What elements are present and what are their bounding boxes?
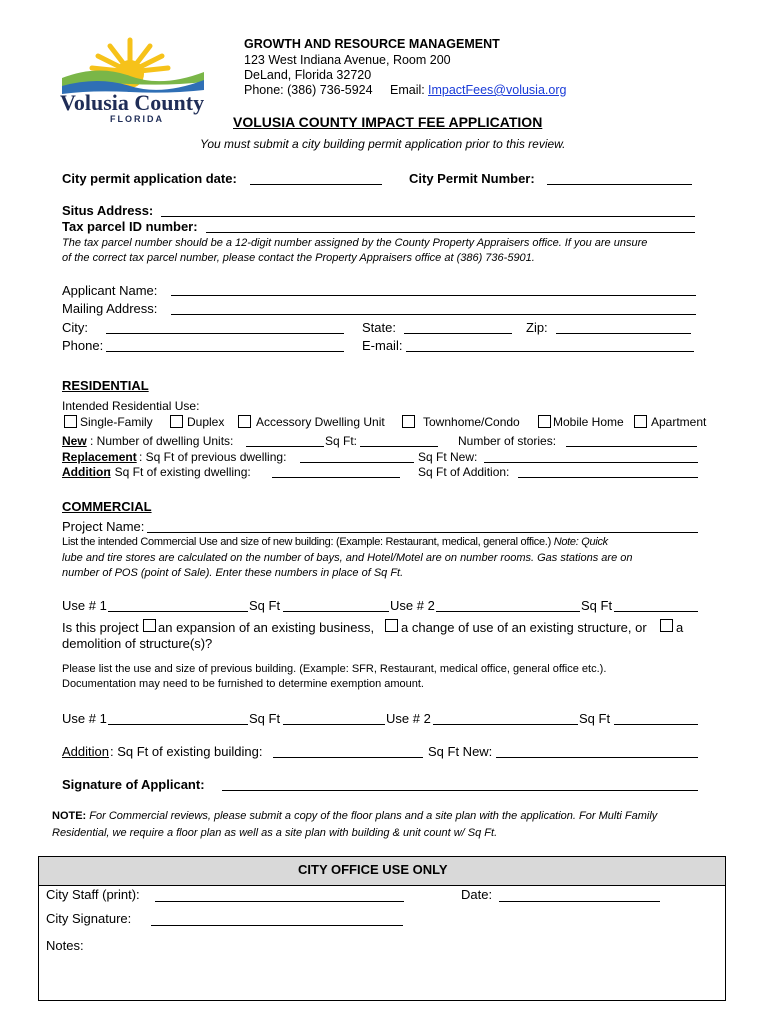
zip-field[interactable] — [556, 333, 691, 334]
commercial-note-3: number of POS (point of Sale). Enter these numbers in place of Sq Ft. — [62, 567, 404, 579]
email-link[interactable]: ImpactFees@volusia.org — [428, 83, 567, 97]
zip-label: Zip: — [526, 320, 548, 335]
city-office-box — [38, 856, 726, 1001]
use1-label: Use # 1 — [62, 598, 107, 613]
mobile-home-checkbox[interactable] — [538, 415, 551, 428]
tax-note-1: The tax parcel number should be a 12-digit number assigned by the County Property Appraisers office. If you are unsure — [62, 237, 648, 249]
applicant-signature-field[interactable] — [222, 790, 698, 791]
city-field[interactable] — [106, 333, 344, 334]
applicant-name-field[interactable] — [171, 295, 696, 296]
page-subtitle: You must submit a city building permit application prior to this review. — [200, 137, 566, 151]
email-label: Email: — [390, 83, 425, 97]
permit-date-field[interactable] — [250, 184, 382, 185]
addition-sqft-label: Sq Ft of Addition: — [418, 465, 510, 479]
replacement-previous-field[interactable] — [300, 462, 414, 463]
notes-label: Notes: — [46, 938, 84, 953]
townhome-checkbox[interactable] — [402, 415, 415, 428]
com-sqft-new-field[interactable] — [496, 757, 698, 758]
use1-sqft-label: Sq Ft — [249, 598, 281, 613]
state-field[interactable] — [404, 333, 512, 334]
demolition-a-label: a — [676, 620, 684, 635]
expansion-checkbox[interactable] — [143, 619, 156, 632]
com-sqft-new-label: Sq Ft New: — [428, 744, 493, 759]
tax-parcel-label: Tax parcel ID number: — [62, 219, 198, 234]
commercial-heading: COMMERCIAL — [62, 499, 152, 514]
commercial-note-tail: Quick — [578, 536, 608, 548]
city-staff-field[interactable] — [155, 901, 404, 902]
use2-field[interactable] — [436, 611, 580, 612]
permit-number-label: City Permit Number: — [409, 171, 535, 186]
previous-building-1: Please list the use and size of previous building. (Example: SFR, Restaurant, medical office, general office etc.). — [62, 663, 607, 675]
mailing-field[interactable] — [171, 314, 696, 315]
prev-use1-label: Use # 1 — [62, 711, 107, 726]
stories-label: Number of stories: — [458, 434, 557, 448]
dept-name: GROWTH AND RESOURCE MANAGEMENT — [244, 37, 500, 51]
stories-field[interactable] — [566, 446, 697, 447]
new-sqft-field[interactable] — [360, 446, 438, 447]
previous-building-2: Documentation may need to be furnished to determine exemption amount. — [62, 678, 424, 690]
tax-note-2: of the correct tax parcel number, please contact the Property Appraisers office at (386) 736-5901. — [62, 252, 535, 264]
logo-name: Volusia County — [60, 90, 205, 115]
address-line-2: DeLand, Florida 32720 — [244, 68, 372, 82]
prev-use2-field[interactable] — [433, 724, 578, 725]
address-line-1: 123 West Indiana Avenue, Room 200 — [244, 53, 451, 67]
prev-use2-label: Use # 2 — [386, 711, 431, 726]
change-use-checkbox[interactable] — [385, 619, 398, 632]
phone-label: Phone: — [62, 338, 104, 353]
mobile-home-label: Mobile Home — [553, 415, 624, 429]
final-note-label: NOTE: — [52, 810, 87, 822]
use1-field[interactable] — [108, 611, 248, 612]
permit-date-label: City permit application date: — [62, 171, 237, 186]
new-label: New — [62, 434, 87, 448]
adu-label: Accessory Dwelling Unit — [256, 415, 385, 429]
duplex-checkbox[interactable] — [170, 415, 183, 428]
use2-label: Use # 2 — [390, 598, 435, 613]
final-note-2: Residential, we require a floor plan as well as a site plan with building & unit count w/ Sq Ft. — [52, 827, 498, 839]
replacement-label: Replacement — [62, 450, 137, 464]
intended-use-label: Intended Residential Use: — [62, 399, 200, 413]
townhome-label: Townhome/Condo — [423, 415, 520, 429]
addition-existing-field[interactable] — [272, 477, 400, 478]
apartment-checkbox[interactable] — [634, 415, 647, 428]
permit-number-field[interactable] — [547, 184, 692, 185]
applicant-signature-label: Signature of Applicant: — [62, 777, 205, 792]
single-family-label: Single-Family — [80, 415, 153, 429]
city-signature-field[interactable] — [151, 925, 403, 926]
prev-use1-field[interactable] — [108, 724, 248, 725]
change-use-label: a change of use of an existing structure, or — [401, 620, 647, 635]
situs-label: Situs Address: — [62, 203, 154, 218]
office-date-field[interactable] — [499, 901, 660, 902]
office-date-label: Date: — [461, 887, 493, 902]
addition-label: Addition — [62, 465, 111, 479]
project-question: Is this project — [62, 620, 139, 635]
tax-parcel-field[interactable] — [206, 232, 695, 233]
adu-checkbox[interactable] — [238, 415, 251, 428]
addition-text: : Sq Ft of existing dwelling: — [108, 465, 251, 479]
situs-field[interactable] — [161, 216, 695, 217]
commercial-example: (Example: Restaurant, medical, general office.) — [333, 536, 551, 548]
logo-state: FLORIDA — [110, 114, 164, 124]
page-title: VOLUSIA COUNTY IMPACT FEE APPLICATION — [233, 114, 543, 130]
prev-use2-sqft-label: Sq Ft — [579, 711, 611, 726]
email-field-label: E-mail: — [362, 338, 403, 353]
city-staff-label: City Staff (print): — [46, 887, 140, 902]
commercial-note-label: Note: — [553, 536, 579, 548]
addition-sqft-field[interactable] — [518, 477, 698, 478]
final-note-text1: For Commercial reviews, please submit a copy of the floor plans and a site plan with the application. For Multi Family — [86, 810, 658, 822]
city-office-header — [39, 857, 725, 886]
city-office-heading: CITY OFFICE USE ONLY — [298, 862, 448, 877]
single-family-checkbox[interactable] — [64, 415, 77, 428]
prev-use1-sqft-label: Sq Ft — [249, 711, 281, 726]
replacement-sqft-new-label: Sq Ft New: — [418, 450, 478, 464]
project-name-field[interactable] — [147, 532, 698, 533]
com-addition-text: : Sq Ft of existing building: — [110, 744, 263, 759]
phone-text: Phone: (386) 736-5924 — [244, 83, 373, 97]
project-name-label: Project Name: — [62, 519, 145, 534]
replacement-text: : Sq Ft of previous dwelling: — [139, 450, 287, 464]
com-addition-existing-field[interactable] — [273, 757, 423, 758]
use2-sqft-field[interactable] — [614, 611, 698, 612]
commercial-note-2: lube and tire stores are calculated on the number of bays, and Hotel/Motel are on number rooms. Gas stations are on — [62, 552, 633, 564]
new-units-text: : Number of dwelling Units: — [90, 434, 234, 448]
demolition-label: demolition of structure(s)? — [62, 636, 213, 651]
applicant-name-label: Applicant Name: — [62, 283, 158, 298]
mailing-label: Mailing Address: — [62, 301, 158, 316]
use2-sqft-label: Sq Ft — [581, 598, 613, 613]
prev-use2-sqft-field[interactable] — [614, 724, 698, 725]
duplex-label: Duplex — [187, 415, 225, 429]
sun-logo-icon — [58, 34, 208, 94]
state-label: State: — [362, 320, 396, 335]
city-signature-label: City Signature: — [46, 911, 132, 926]
expansion-label: an expansion of an existing business, — [158, 620, 375, 635]
commercial-list-label: List the intended Commercial Use and size of new building: — [62, 536, 334, 548]
replacement-sqft-new-field[interactable] — [484, 462, 698, 463]
prev-use1-sqft-field[interactable] — [283, 724, 385, 725]
demolition-checkbox[interactable] — [660, 619, 673, 632]
use1-sqft-field[interactable] — [283, 611, 389, 612]
com-addition-label: Addition — [62, 744, 109, 759]
final-note-1 — [52, 810, 657, 822]
commercial-list-line — [62, 536, 608, 548]
residential-heading: RESIDENTIAL — [62, 378, 149, 393]
city-label: City: — [62, 320, 88, 335]
apartment-label: Apartment — [651, 415, 707, 429]
new-sqft-label: Sq Ft: — [325, 434, 358, 448]
applicant-email-field[interactable] — [406, 351, 694, 352]
new-units-field[interactable] — [246, 446, 324, 447]
phone-field[interactable] — [106, 351, 344, 352]
county-logo — [58, 34, 208, 124]
